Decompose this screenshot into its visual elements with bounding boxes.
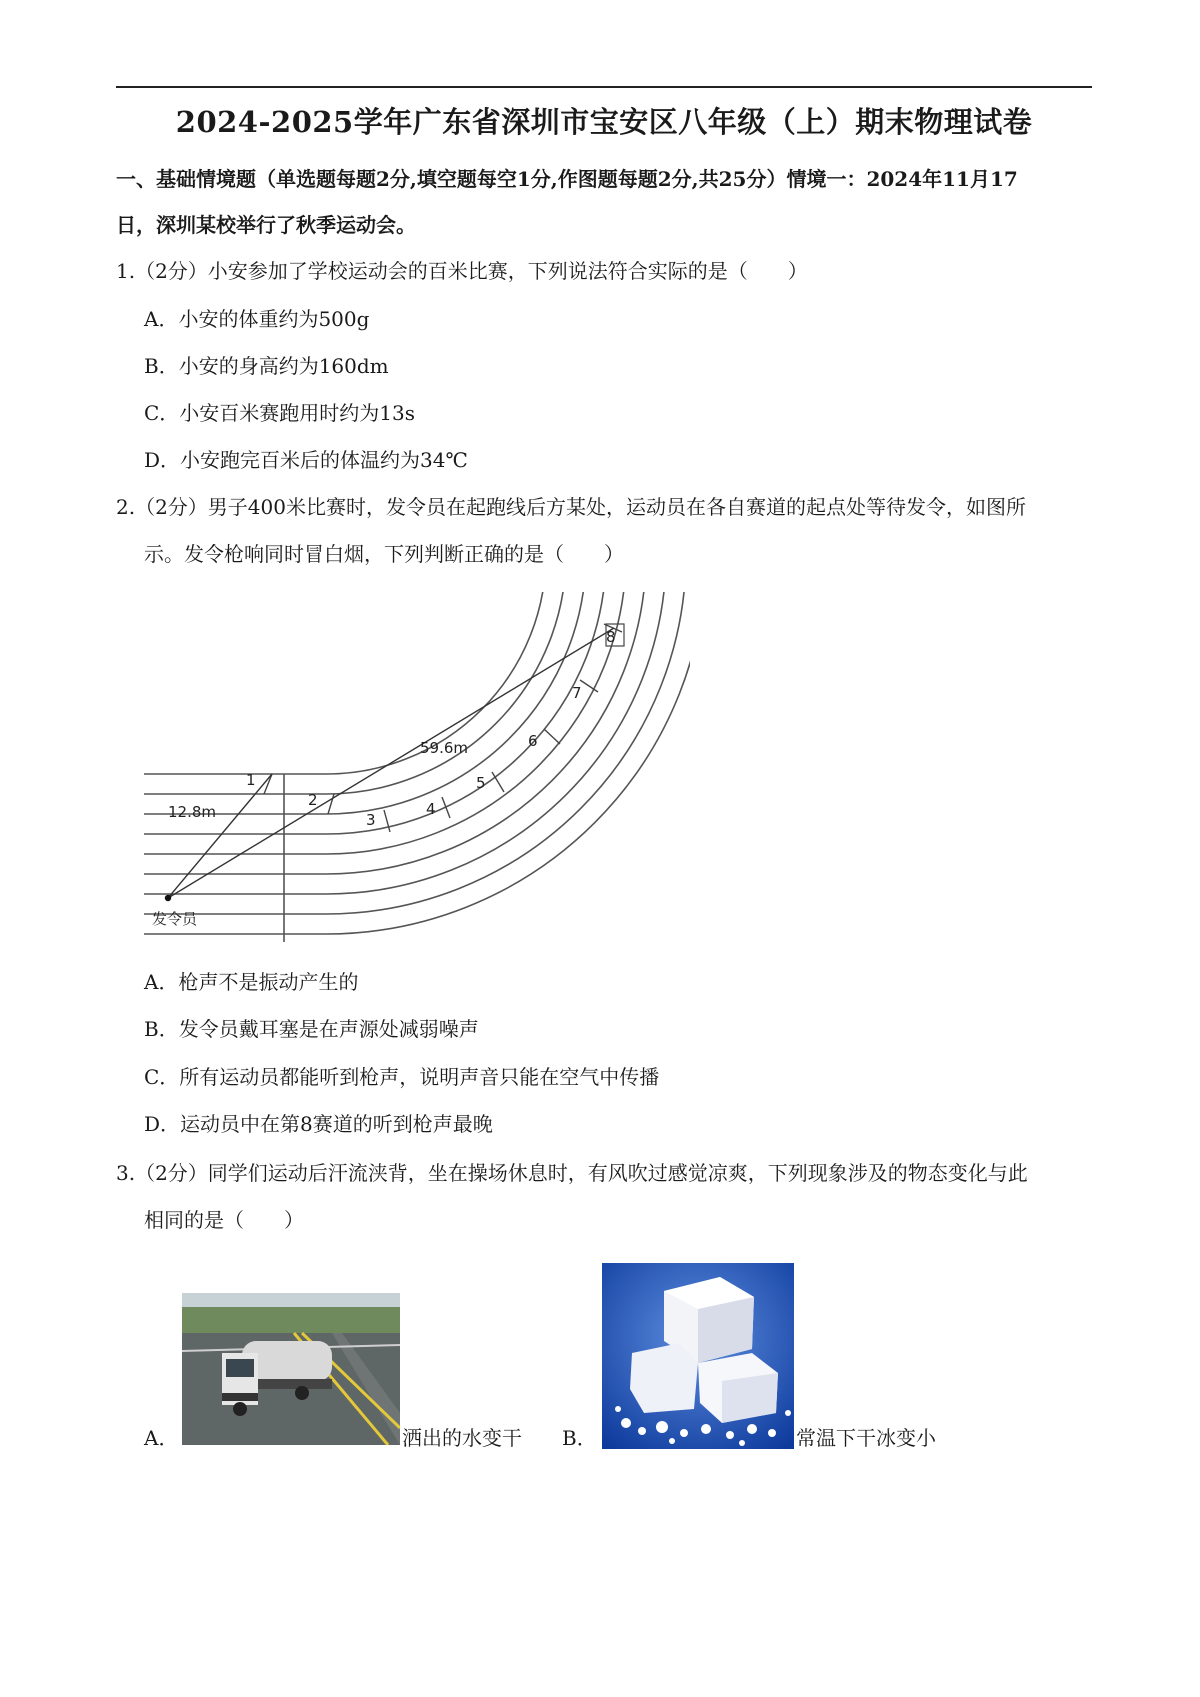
running-track-figure [144, 592, 690, 942]
q1-option-b: B．小安的身高约为160dm [144, 354, 389, 378]
q3-option-a-letter: A． [144, 1426, 179, 1450]
lane-arc [284, 592, 546, 774]
distance-label-short: 12.8m [168, 803, 217, 821]
q2-option-c: C．所有运动员都能听到枪声，说明声音只能在空气中传播 [144, 1065, 660, 1089]
q1-stem: 1.（2分）小安参加了学校运动会的百米比赛，下列说法符合实际的是（ ） [116, 259, 808, 283]
lane-arc [284, 592, 646, 874]
lane-label-4: 4 [426, 800, 436, 818]
line-to-lane-1 [168, 774, 272, 898]
lane-label-6: 6 [528, 732, 538, 750]
starter-label: 发令员 [152, 910, 198, 928]
q3-option-a-caption: 洒出的水变干 [402, 1426, 522, 1450]
start-mark-2 [328, 794, 334, 814]
start-mark-3 [384, 810, 390, 832]
q3-option-b-letter: B． [562, 1426, 597, 1450]
page-title: 2024-2025学年广东省深圳市宝安区八年级（上）期末物理试卷 [175, 105, 1033, 139]
q1-option-a: A．小安的体重约为500g [144, 307, 370, 331]
q2-option-b: B．发令员戴耳塞是在声源处减弱噪声 [144, 1017, 479, 1041]
q1-option-c: C．小安百米赛跑用时约为13s [144, 401, 416, 425]
lane-label-7: 7 [572, 684, 582, 702]
section-heading-line1: 一、基础情境题（单选题每题2分,填空题每空1分,作图题每题2分,共25分）情境一：2024年11月17 [116, 167, 1018, 191]
q1-option-d: D．小安跑完百米后的体温约为34℃ [144, 448, 468, 472]
lane-arc [284, 592, 586, 814]
lane-label-8: 8 [606, 628, 616, 646]
water-truck-road-image [182, 1293, 400, 1445]
header-rule [116, 86, 1092, 88]
q3-option-b-caption: 常温下干冰变小 [796, 1426, 936, 1450]
q3-stem-line1: 3.（2分）同学们运动后汗流浃背，坐在操场休息时，有风吹过感觉凉爽，下列现象涉及的物态变化与此 [116, 1161, 1028, 1185]
q2-option-a: A．枪声不是振动产生的 [144, 970, 359, 994]
lane-arc [284, 592, 690, 934]
starter-position-dot [165, 895, 171, 901]
q2-stem-line2: 示。发令枪响同时冒白烟，下列判断正确的是（ ） [144, 542, 624, 566]
start-mark-1 [264, 774, 272, 794]
lane-arc [284, 592, 686, 914]
line-to-lane-8 [168, 628, 614, 898]
q2-option-d: D．运动员中在第8赛道的听到枪声最晚 [144, 1112, 493, 1136]
lane-label-3: 3 [366, 811, 376, 829]
distance-label-long: 59.6m [420, 739, 469, 757]
q3-stem-line2: 相同的是（ ） [144, 1208, 304, 1232]
lane-label-2: 2 [308, 791, 318, 809]
lane-label-5: 5 [476, 774, 486, 792]
lane-arc [284, 592, 566, 794]
dry-ice-image [602, 1263, 794, 1449]
lane-label-1: 1 [246, 771, 256, 789]
start-mark-6 [544, 729, 560, 744]
q2-stem-line1: 2.（2分）男子400米比赛时，发令员在起跑线后方某处，运动员在各自赛道的起点处等待发令，如图所 [116, 495, 1026, 519]
section-heading-line2: 日，深圳某校举行了秋季运动会。 [116, 213, 416, 237]
distance-lines [168, 628, 614, 898]
